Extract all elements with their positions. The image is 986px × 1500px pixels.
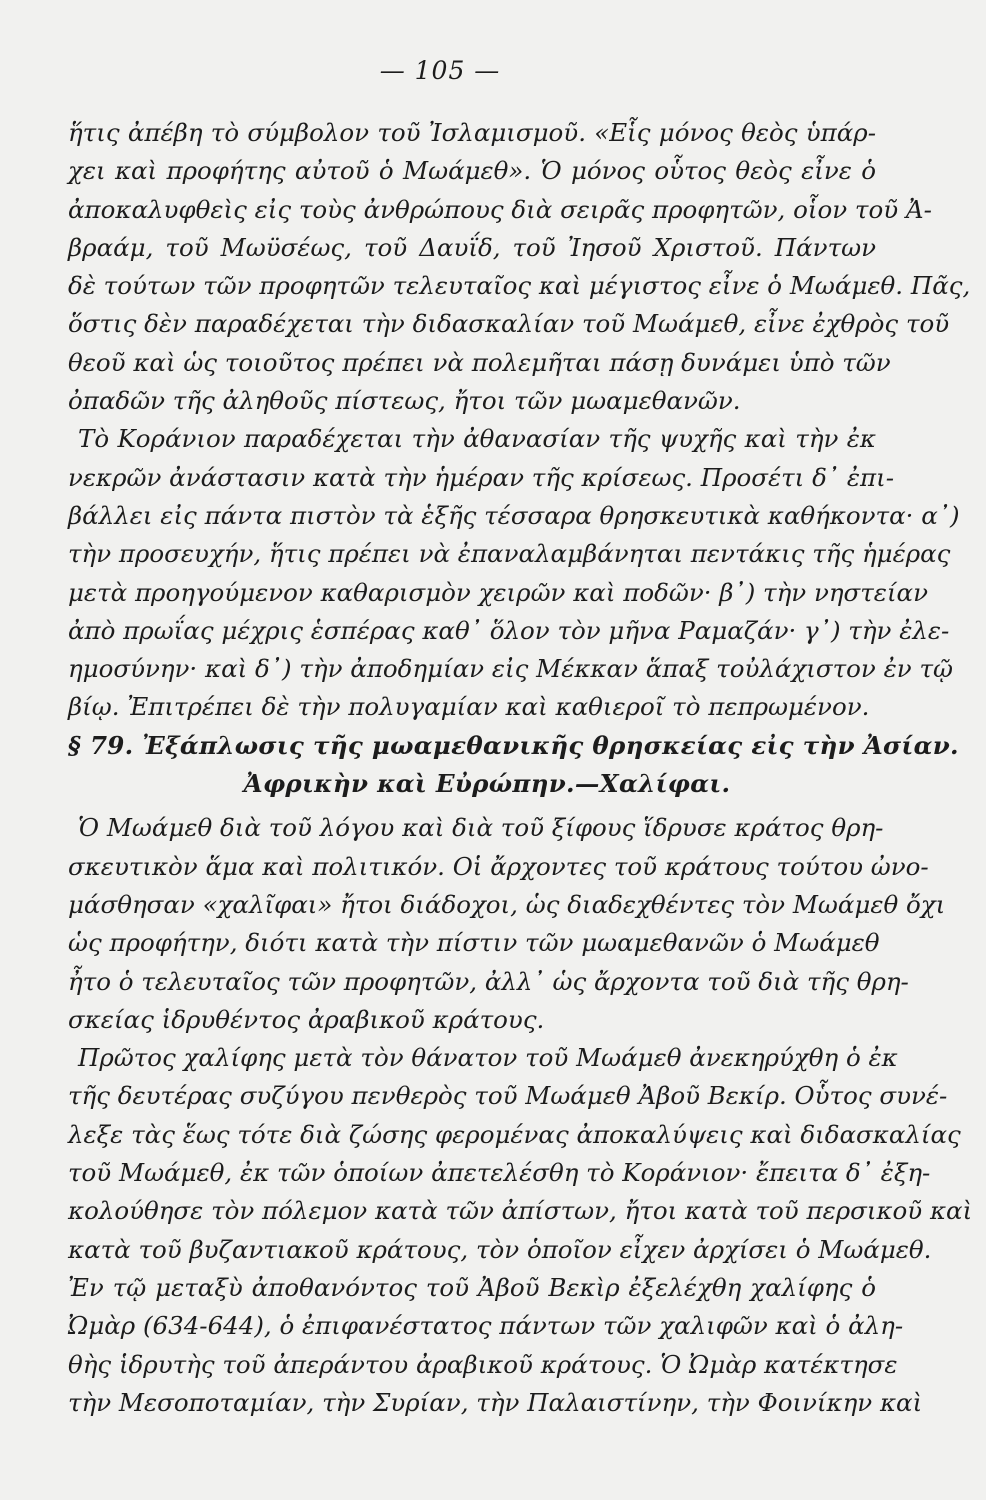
text-line: κατὰ τοῦ βυζαντιακοῦ κράτους, τὸν ὁποῖον εἶχεν ἀρχίσει ὁ Μωάμεθ. xyxy=(68,1234,932,1264)
text-line: Ἐν τῷ μεταξὺ ἀποθανόντος τοῦ Ἀβοῦ Βεκὶρ ἐξελέχθη χαλίφης ὁ xyxy=(68,1272,876,1302)
text-line: ημοσύνην· καὶ δ᾽) τὴν ἀποδημίαν εἰς Μέκκαν ἅπαξ τοὐλάχιστον ἐν τῷ xyxy=(68,654,953,684)
text-line: Τὸ Κοράνιον παραδέχεται τὴν ἀθανασίαν τῆς ψυχῆς καὶ τὴν ἐκ xyxy=(78,424,876,454)
text-line: λεξε τὰς ἕως τότε διὰ ζώσης φερομένας ἀποκαλύψεις καὶ διδασκαλίας xyxy=(68,1119,961,1149)
text-line: ἀπὸ πρωΐας μέχρις ἑσπέρας καθ᾽ ὅλον τὸν μῆνα Ραμαζάν· γ᾽) τὴν ἐλε- xyxy=(68,615,950,645)
section-heading-line: § 79. Ἐξάπλωσις τῆς μωαμεθανικῆς θρησκείας εἰς τὴν Ἀσίαν. xyxy=(68,730,959,760)
text-line: χει καὶ προφήτης αὐτοῦ ὁ Μωάμεθ». Ὁ μόνος οὗτος θεὸς εἶνε ὁ xyxy=(68,156,876,186)
text-line: βραάμ, τοῦ Μωϋσέως, τοῦ Δαυΐδ, τοῦ Ἰησοῦ Χριστοῦ. Πάντων xyxy=(68,232,876,262)
text-line: θεοῦ καὶ ὡς τοιοῦτος πρέπει νὰ πολεμῆται πάσῃ δυνάμει ὑπὸ τῶν xyxy=(68,347,891,377)
text-line: ἥτις ἀπέβη τὸ σύμβολον τοῦ Ἰσλαμισμοῦ. «Εἷς μόνος θεὸς ὑπάρ- xyxy=(68,118,876,147)
text-line: τοῦ Μωάμεθ, ἐκ τῶν ὁποίων ἀπετελέσθη τὸ Κοράνιον· ἔπειτα δ᾽ ἐξη- xyxy=(68,1158,931,1188)
paragraph xyxy=(68,114,971,420)
text-line: μάσθησαν «χαλῖφαι» ἤτοι διάδοχοι, ὡς διαδεχθέντες τὸν Μωάμεθ ὄχι xyxy=(68,889,946,919)
text-line: ὀπαδῶν τῆς ἀληθοῦς πίστεως, ἤτοι τῶν μωαμεθανῶν. xyxy=(68,386,741,416)
text-line: μετὰ προηγούμενον καθαρισμὸν χειρῶν καὶ ποδῶν· β᾽) τὴν νηστείαν xyxy=(68,577,929,607)
paragraph xyxy=(68,809,946,1039)
text-line: Πρῶτος χαλίφης μετὰ τὸν θάνατον τοῦ Μωάμεθ ἀνεκηρύχθη ὁ ἐκ xyxy=(78,1043,898,1073)
text-line: βίῳ. Ἐπιτρέπει δὲ τὴν πολυγαμίαν καὶ καθιεροῖ τὸ πεπρωμένον. xyxy=(68,692,870,722)
section-heading xyxy=(68,727,959,804)
text-line: τὴν προσευχήν, ἥτις πρέπει νὰ ἐπαναλαμβάνηται πεντάκις τῆς ἡμέρας xyxy=(68,539,951,569)
paragraph xyxy=(68,420,960,726)
text-line: σκευτικὸν ἅμα καὶ πολιτικόν. Οἱ ἄρχοντες τοῦ κράτους τούτου ὠνο- xyxy=(68,851,929,881)
text-line: τῆς δευτέρας συζύγου πενθερὸς τοῦ Μωάμεθ Ἀβοῦ Βεκίρ. Οὗτος συνέ- xyxy=(68,1081,948,1111)
text-line: Ὁ Μωάμεθ διὰ τοῦ λόγου καὶ διὰ τοῦ ξίφους ἵδρυσε κράτος θρη- xyxy=(78,813,884,843)
page-body xyxy=(68,114,973,1422)
text-line: ἀποκαλυφθεὶς εἰς τοὺς ἀνθρώπους διὰ σειρᾶς προφητῶν, οἷον τοῦ Ἀ- xyxy=(68,194,932,224)
text-line: νεκρῶν ἀνάστασιν κατὰ τὴν ἡμέραν τῆς κρίσεως. Προσέτι δ᾽ ἐπι- xyxy=(68,462,895,492)
section-heading-line: Ἀφρικὴν καὶ Εὐρώπην.—Χαλίφαι. xyxy=(243,769,731,799)
text-line: κολούθησε τὸν πόλεμον κατὰ τῶν ἀπίστων, ἤτοι κατὰ τοῦ περσικοῦ καὶ xyxy=(68,1196,973,1226)
text-line: ὡς προφήτην, διότι κατὰ τὴν πίστιν τῶν μωαμεθανῶν ὁ Μωάμεθ xyxy=(68,928,880,958)
text-line: ἦτο ὁ τελευταῖος τῶν προφητῶν, ἀλλ᾽ ὡς ἄρχοντα τοῦ διὰ τῆς θρη- xyxy=(68,966,909,996)
page-number: — 105 — xyxy=(379,56,501,85)
text-line: ὅστις δὲν παραδέχεται τὴν διδασκαλίαν τοῦ Μωάμεθ, εἶνε ἐχθρὸς τοῦ xyxy=(68,309,950,339)
text-line: τὴν Μεσοποταμίαν, τὴν Συρίαν, τὴν Παλαιστίνην, τὴν Φοινίκην καὶ xyxy=(68,1387,923,1417)
paragraph xyxy=(68,1039,973,1422)
text-line: Ὠμὰρ (634-644), ὁ ἐπιφανέστατος πάντων τῶν χαλιφῶν καὶ ὁ ἀλη- xyxy=(68,1311,904,1341)
text-line: βάλλει εἰς πάντα πιστὸν τὰ ἑξῆς τέσσαρα θρησκευτικὰ καθήκοντα· α᾽) xyxy=(68,500,960,530)
text-line: θὴς ἱδρυτὴς τοῦ ἀπεράντου ἀραβικοῦ κράτους. Ὁ Ὠμὰρ κατέκτησε xyxy=(68,1349,898,1379)
text-line: δὲ τούτων τῶν προφητῶν τελευταῖος καὶ μέγιστος εἶνε ὁ Μωάμεθ. Πᾶς, xyxy=(68,271,971,301)
text-line: σκείας ἱδρυθέντος ἀραβικοῦ κράτους. xyxy=(68,1004,545,1034)
